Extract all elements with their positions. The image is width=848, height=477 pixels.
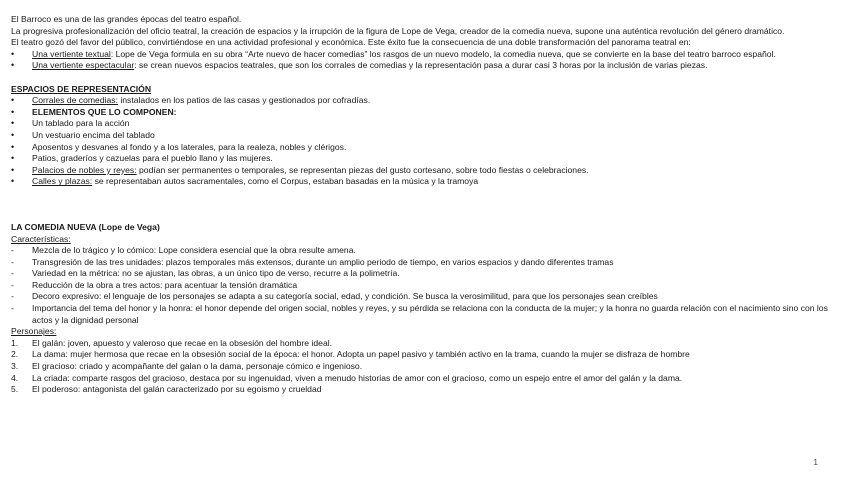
intro-bullet-1 (11, 49, 837, 61)
list-item-text: La criada: comparte rasgos del gracioso, destaca por su ingenuidad, viven a menudo historias de amor con el gracioso, como un espejo entre el amor del galán y la dama. (32, 372, 683, 383)
dash-marker: - (11, 256, 14, 267)
list-number: 2. (11, 349, 19, 360)
list-item-text: Decoro expresivo: el lenguaje de los personajes se adapta a su categoría social, edad, y condición. Se busca la verosimilitud, para que los personajes sean creíbles (32, 291, 658, 302)
bullet-text: : Lope de Vega formula en su obra “Arte nuevo de hacer comedias” los rasgos de un nuevo modelo, la comedia nueva, que se convierte en la base del teatro barroco español. (110, 48, 776, 59)
dash-marker: - (11, 268, 14, 279)
bullet-label: Calles y plazas: (32, 176, 93, 187)
list-item-text: El gracioso: criado y acompañante del galan o la dama, personaje cómico e ingenioso. (32, 361, 363, 372)
bullet-text: podían ser permanentes o temporales, se representan piezas del gusto cortesano, sobre todo fiestas o celebraciones. (136, 164, 589, 175)
bullet-label: Una vertiente espectacular (32, 60, 135, 71)
bullet-marker: • (11, 141, 15, 152)
espacios-palacios (11, 165, 837, 177)
intro-line-3: El teatro gozó del favor del público, convirtiéndose en una actividad profesional y económica. Este éxito fue la consecuencia de una doble transformación del panorama teatral en: (11, 37, 691, 48)
bullet-marker: • (11, 48, 15, 59)
list-item-text: Mezcla de lo trágico y lo cómico: Lope considera esencial que la obra resulte amena. (32, 245, 356, 256)
list-item (11, 291, 837, 303)
list-item (11, 303, 837, 326)
list-item (11, 118, 837, 130)
caracteristicas-heading: Características: (11, 233, 71, 244)
bullet-marker: • (11, 106, 15, 117)
espacios-heading: ESPACIOS DE REPRESENTACIÓN (11, 83, 152, 94)
espacios-corrales (11, 95, 837, 107)
intro-line-2: La progresiva profesionalización del oficio teatral, la creación de espacios y la irrupción de la figura de Lope de Vega, creador de la comedia nueva, supone una auténtica revolución del género dramático. (11, 25, 785, 36)
list-item-text: Transgresión de las tres unidades: plazos temporales más extensos, durante un amplio periodo de tiempo, en varios espacios y dando diferentes tramas (32, 256, 614, 267)
bullet-marker: • (11, 60, 15, 71)
list-item (11, 257, 837, 269)
bullet-label: Una vertiente textual (32, 48, 111, 59)
bullet-text: ELEMENTOS QUE LO COMPONEN: (32, 106, 177, 117)
list-number: 5. (11, 384, 19, 395)
espacios-calles (11, 176, 837, 188)
list-item-text: Reducción de la obra a tres actos: para acentuar la tensión dramática (32, 279, 298, 290)
dash-marker: - (11, 279, 14, 290)
bullet-marker: • (11, 118, 15, 129)
list-number: 3. (11, 361, 19, 372)
dash-marker: - (11, 291, 14, 302)
list-item (11, 373, 837, 385)
bullet-marker: • (11, 129, 15, 140)
intro-bullet-2 (11, 60, 837, 72)
espacios-elementos-heading (11, 107, 837, 119)
list-number: 1. (11, 337, 19, 348)
bullet-text: Un tablado para la acción (32, 118, 130, 129)
document-page (11, 14, 837, 396)
bullet-label: Corrales de comedias: (32, 95, 118, 106)
bullet-marker: • (11, 164, 15, 175)
list-item (11, 245, 837, 257)
comedia-heading: LA COMEDIA NUEVA (Lope de Vega) (11, 221, 160, 232)
page-number: 1 (813, 457, 818, 467)
list-item (11, 153, 837, 165)
list-item-text: La dama: mujer hermosa que recae en la obsesión social de la época: el honor. Adopta un papel pasivo y también activo en la trama, cuando la mujer se disfraza de hombre (32, 349, 690, 360)
list-item (11, 268, 837, 280)
bullet-text: Un vestuario encima del tablado (32, 129, 155, 140)
list-item (11, 361, 837, 373)
list-item (11, 280, 837, 292)
bullet-label: Palacios de nobles y reyes: (32, 164, 137, 175)
bullet-marker: • (11, 95, 15, 106)
list-item-text: El poderoso: antagonista del galán caracterizado por su egoismo y crueldad (32, 384, 322, 395)
dash-marker: - (11, 303, 14, 314)
intro-line-1: El Barroco es una de las grandes épocas del teatro español. (11, 14, 242, 24)
bullet-text: Patios, graderíos y cazuelas para el pueblo llano y las mujeres. (32, 153, 273, 164)
list-item-text: Variedad en la métrica: no se ajustan, las obras, a un único tipo de verso, recurre a la polimetría. (32, 268, 400, 279)
list-item (11, 349, 837, 361)
list-item-text: El galán: joven, apuesto y valeroso que recae en la obsesión del hombre ideal. (32, 337, 333, 348)
dash-marker: - (11, 245, 14, 256)
bullet-marker: • (11, 153, 15, 164)
list-item-text: Importancia del tema del honor y la honra: el honor depende del origen social, nobles y reyes, y su pérdida se relaciona con la conducta de la mujer; y la honra no guarda relación con el nacimiento sino con los actos y la dignidad personal (32, 303, 828, 325)
list-item (11, 338, 837, 350)
bullet-marker: • (11, 176, 15, 187)
bullet-text: Aposentos y desvanes al fondo y a los laterales, para la realeza, nobles y clérigos. (32, 141, 347, 152)
list-item (11, 142, 837, 154)
bullet-text: se representaban autos sacramentales, como el Corpus, estaban basadas en la música y la tramoya (92, 176, 479, 187)
bullet-text: instalados en los patios de las casas y gestionados por cofradías. (117, 95, 371, 106)
personajes-heading: Personajes: (11, 326, 57, 337)
list-item (11, 384, 837, 396)
list-item (11, 130, 837, 142)
bullet-text: : se crean nuevos espacios teatrales, que son los corrales de comedias y la representación pasa a durar casi 3 horas por la inclusión de varias piezas. (134, 60, 708, 71)
list-number: 4. (11, 372, 19, 383)
